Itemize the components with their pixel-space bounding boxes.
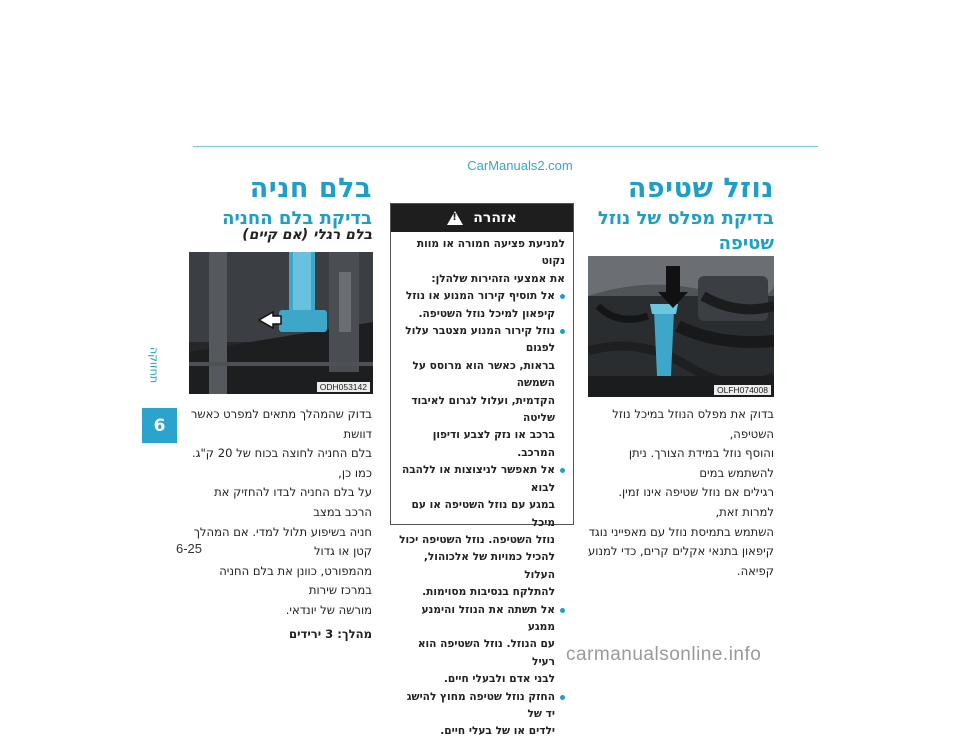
warning-header-label: אזהרה [473, 210, 517, 226]
watermark-top[interactable]: CarManuals2.com [467, 158, 573, 173]
parking-brake-illustration [189, 252, 373, 394]
warning-item-line: להכיל כמויות של אלכוהול, העלול [423, 551, 555, 581]
warning-item [399, 288, 565, 323]
chapter-side-label-text: תחזוקה [147, 346, 161, 384]
warning-intro [399, 236, 565, 288]
washer-body-line: רגילים אם נוזל שטיפה אינו זמין. למרות זאת, [618, 485, 774, 519]
washer-reservoir-photo [588, 256, 774, 397]
warning-item [399, 602, 565, 689]
warning-item-line: לבני אדם ולבעלי חיים. [443, 673, 555, 686]
warning-item-line: הקדמית, ועלול לגרום לאיבוד שליטה [411, 394, 555, 425]
warning-item-line: קיפאון למיכל נוזל השטיפה. [418, 307, 555, 320]
page-number: 6-25 [176, 541, 203, 556]
warning-item-line: נוזל קירור המנוע מצטבר עלול לפגום [405, 325, 555, 355]
warning-item [399, 689, 565, 741]
warning-intro-line: למניעת פציעה חמורה או מוות נקוט [416, 238, 565, 268]
warning-intro-line: את אמצעי הזהירות שלהלן: [431, 272, 565, 285]
washer-body-line: והוסף נוזל במידת הצורך. ניתן להשתמש במים [628, 446, 774, 480]
parking-brake-photo [189, 252, 373, 394]
warning-item-line: ברכב או נזק לצבע ודיפון המרכב. [432, 429, 555, 459]
washer-photo-code: OLFH074008 [714, 385, 771, 395]
parking-brake-title: בלם חניה [249, 173, 372, 204]
brake-body-line: על בלם החניה לבדו להחזיק את הרכב במצב [214, 485, 372, 519]
warning-item-line: עם הנוזל. נוזל השטיפה הוא רעיל [417, 638, 555, 668]
warning-item-line: במגע עם נוזל השטיפה או עם מיכל [411, 499, 555, 529]
warning-box [390, 203, 574, 738]
warning-item-line: ילדים או של בעלי חיים. [440, 725, 555, 738]
washer-reservoir-illustration [588, 256, 774, 397]
parking-brake-body [186, 405, 372, 644]
brake-body-line: מורשה של יונדאי. [285, 602, 372, 617]
warning-item-line: אל תאפשר לניצוצות או ללהבה לבוא [401, 464, 555, 494]
washer-body-line: בדוק את מפלס הנוזל במיכל נוזל השטיפה, [612, 407, 774, 441]
warning-item-line: אל תשתה את הנוזל והימנע ממגע [421, 603, 555, 633]
warning-item-continued [399, 323, 565, 462]
washer-body-line: השתמש בתמיסת נוזל עם מאפייני נוגד [588, 524, 774, 539]
brake-body-line: מהמפורט, כוונן את בלם החניה במרכז שירות [219, 563, 372, 598]
top-rule [193, 146, 818, 147]
washer-fluid-body [586, 405, 774, 581]
warning-triangle-icon [447, 211, 463, 225]
parking-brake-photo-code: ODH053142 [317, 382, 370, 392]
parking-brake-subtitle: בדיקת בלם החניה [222, 208, 372, 229]
parking-brake-subsubtitle: בלם רגלי (אם קיים) [242, 227, 372, 243]
warning-item-line: בראות, כאשר הוא מרוסס על השמשה [412, 359, 555, 390]
washer-fluid-subtitle-line1: בדיקת מפלס של נוזל שטיפה [597, 208, 774, 254]
warning-item-line: החזק נוזל שטיפה מחוץ להישג יד של [406, 690, 555, 720]
warning-list [399, 288, 565, 741]
warning-body [391, 232, 573, 741]
warning-item-line: נוזל השטיפה. נוזל השטיפה יכול [399, 533, 555, 546]
brake-body-line: בדוק שהמהלך מתאים למפרט כאשר דוושת [190, 407, 372, 441]
warning-item-line: להתלקח בנסיבות מסוימות. [422, 586, 555, 599]
warning-item [399, 462, 565, 601]
watermark-bottom[interactable]: carmanualsonline.info [566, 644, 762, 665]
brake-stroke-line: מהלך: 3 ירידים [289, 626, 372, 641]
brake-body-line: חניה בשיפוע תלול למדי. אם המהלך קטן או גדול [193, 524, 372, 559]
chapter-number-badge: 6 [142, 408, 177, 443]
chapter-side-label [124, 335, 184, 395]
warning-header [391, 204, 573, 232]
warning-item-line: אל תוסיף קירור המנוע או נוזל [405, 290, 555, 303]
washer-body-line: קיפאון בתנאי אקלים קרים, כדי למנוע קפיאה. [587, 544, 774, 578]
washer-fluid-title: נוזל שטיפה [627, 173, 774, 204]
brake-body-line: בלם החניה לחוצה בכוח של 20 ק"ג. כמו כן, [192, 446, 372, 480]
